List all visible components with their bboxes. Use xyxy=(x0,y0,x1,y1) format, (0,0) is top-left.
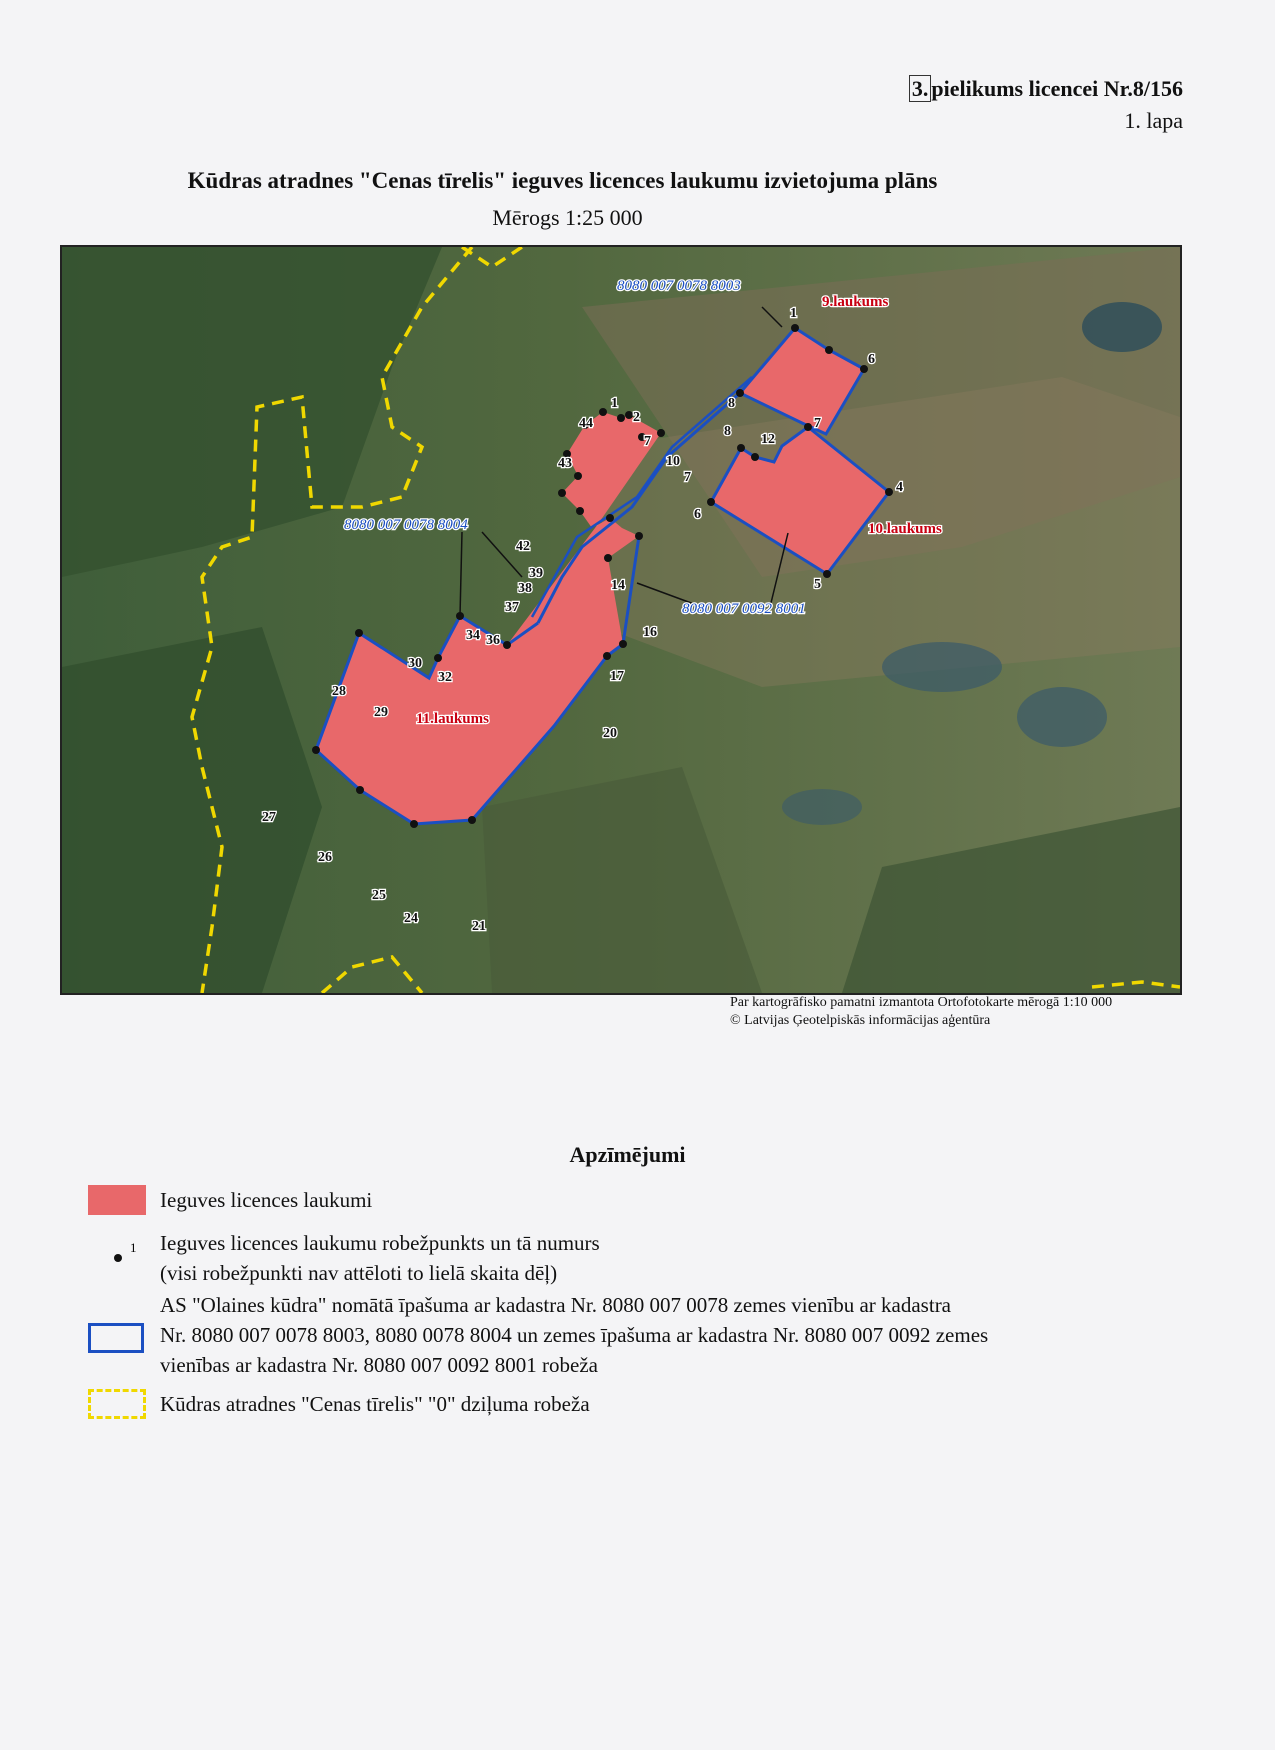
point-marker xyxy=(456,612,464,620)
point-label: 6 xyxy=(694,507,701,522)
point-marker xyxy=(558,489,566,497)
map-scale-wrap xyxy=(0,205,1275,231)
point-label: 20 xyxy=(603,726,617,741)
point-label: 16 xyxy=(643,625,657,640)
point-marker xyxy=(356,786,364,794)
point-label: 26 xyxy=(318,850,332,865)
point-label: 32 xyxy=(438,670,452,685)
point-marker xyxy=(823,570,831,578)
legend-text-line: Ieguves licences laukumu robežpunkts un tā numurs xyxy=(160,1231,600,1255)
water-body xyxy=(782,789,862,825)
document-title-wrap xyxy=(0,168,1275,194)
point-marker xyxy=(751,453,759,461)
point-label: 10 xyxy=(666,454,680,469)
point-label: 17 xyxy=(610,669,624,684)
legend-text xyxy=(160,1228,1240,1288)
map-credit xyxy=(730,994,1112,1030)
point-marker xyxy=(825,346,833,354)
water-body xyxy=(1082,302,1162,352)
point-label: 24 xyxy=(404,911,418,926)
legend-text: Kūdras atradnes "Cenas tīrelis" "0" dziļuma robeža xyxy=(160,1392,590,1416)
point-label: 36 xyxy=(486,633,500,648)
point-label: 8 xyxy=(724,424,731,439)
point-label: 2 xyxy=(633,410,640,425)
point-marker xyxy=(574,472,582,480)
point-label: 1 xyxy=(611,396,618,411)
point-label: 5 xyxy=(814,577,821,592)
point-marker xyxy=(603,652,611,660)
map-scale: Mērogs 1:25 000 xyxy=(492,205,643,230)
point-label: 44 xyxy=(579,416,593,431)
legend-text-line: Nr. 8080 007 0078 8003, 8080 0078 8004 un zemes īpašuma ar kadastra Nr. 8080 007 0092 zemes xyxy=(160,1323,989,1347)
legend-text xyxy=(160,1290,1240,1380)
field-label-11: 11.laukums xyxy=(416,711,489,727)
point-label: 39 xyxy=(529,566,543,581)
point-label: 29 xyxy=(374,705,388,720)
point-label: 34 xyxy=(466,628,480,643)
point-marker xyxy=(619,640,627,648)
point-label: 4 xyxy=(896,480,903,495)
point-number-sample: 1 xyxy=(130,1240,137,1255)
point-marker xyxy=(576,507,584,515)
point-dot-icon xyxy=(114,1254,122,1262)
point-marker xyxy=(885,488,893,496)
point-label: 1 xyxy=(790,306,797,321)
point-marker xyxy=(657,429,665,437)
point-label: 30 xyxy=(408,656,422,671)
point-marker xyxy=(860,365,868,373)
point-marker xyxy=(604,554,612,562)
point-label: 7 xyxy=(814,416,821,431)
point-label: 21 xyxy=(472,919,486,934)
point-marker xyxy=(355,629,363,637)
annex-reference xyxy=(909,76,1183,102)
cadastre-label-8001: 8080 007 0092 8001 xyxy=(682,601,806,617)
water-body xyxy=(1017,687,1107,747)
point-marker xyxy=(468,816,476,824)
legend-title-wrap xyxy=(0,1142,1275,1168)
page-number: 1. lapa xyxy=(1124,108,1183,133)
point-marker xyxy=(617,414,625,422)
point-marker xyxy=(410,820,418,828)
point-symbol-graphic xyxy=(88,1236,148,1266)
document-title: Kūdras atradnes "Cenas tīrelis" ieguves licences laukumu izvietojuma plāns xyxy=(187,168,938,193)
point-label: 7 xyxy=(684,470,691,485)
water-body xyxy=(882,642,1002,692)
point-marker xyxy=(635,532,643,540)
point-label: 8 xyxy=(728,396,735,411)
annex-number: 3. xyxy=(909,75,932,102)
point-label: 28 xyxy=(332,684,346,699)
point-label: 25 xyxy=(372,888,386,903)
point-label: 7 xyxy=(644,434,651,449)
point-marker xyxy=(625,411,633,419)
orthophoto-map xyxy=(62,247,1180,993)
point-label: 27 xyxy=(262,810,276,825)
cadastre-label-8003: 8080 007 0078 8003 xyxy=(617,278,741,294)
point-marker xyxy=(606,514,614,522)
point-symbol-icon xyxy=(88,1236,148,1266)
annex-text: pielikums licencei Nr.8/156 xyxy=(931,76,1183,101)
point-label: 42 xyxy=(516,539,530,554)
legend-text-line: AS "Olaines kūdra" nomātā īpašuma ar kadastra Nr. 8080 007 0078 zemes vienību ar kadastra xyxy=(160,1293,952,1317)
credit-line-1: Par kartogrāfisko pamatni izmantota Ortofotokarte mērogā 1:10 000 xyxy=(730,995,1113,1010)
legend-text-line: vienības ar kadastra Nr. 8080 007 0092 8001 robeža xyxy=(160,1353,598,1377)
point-marker xyxy=(503,641,511,649)
legend-title: Apzīmējumi xyxy=(569,1142,686,1167)
red-fill-swatch xyxy=(88,1185,146,1215)
point-label: 6 xyxy=(868,352,875,367)
point-marker xyxy=(707,498,715,506)
credit-line-2: © Latvijas Ģeotelpiskās informācijas aģentūra xyxy=(730,1013,991,1028)
point-label: 37 xyxy=(505,600,519,615)
blue-outline-swatch xyxy=(88,1323,144,1353)
field-label-10: 10.laukums xyxy=(868,521,942,537)
point-marker xyxy=(312,746,320,754)
point-marker xyxy=(736,389,744,397)
point-label: 38 xyxy=(518,581,532,596)
map-frame xyxy=(60,245,1182,995)
point-label: 14 xyxy=(611,578,625,593)
point-marker xyxy=(804,423,812,431)
legend-text-line: (visi robežpunkti nav attēloti to lielā skaita dēļ) xyxy=(160,1261,558,1285)
point-label: 12 xyxy=(761,432,775,447)
field-label-9: 9.laukums xyxy=(822,294,889,310)
point-marker xyxy=(737,444,745,452)
point-marker xyxy=(434,654,442,662)
yellow-dash-swatch xyxy=(88,1389,146,1419)
legend-text: Ieguves licences laukumi xyxy=(160,1188,373,1212)
point-marker xyxy=(599,408,607,416)
cadastre-label-8004: 8080 007 0078 8004 xyxy=(344,517,468,533)
point-marker xyxy=(791,324,799,332)
point-label: 43 xyxy=(558,456,572,471)
